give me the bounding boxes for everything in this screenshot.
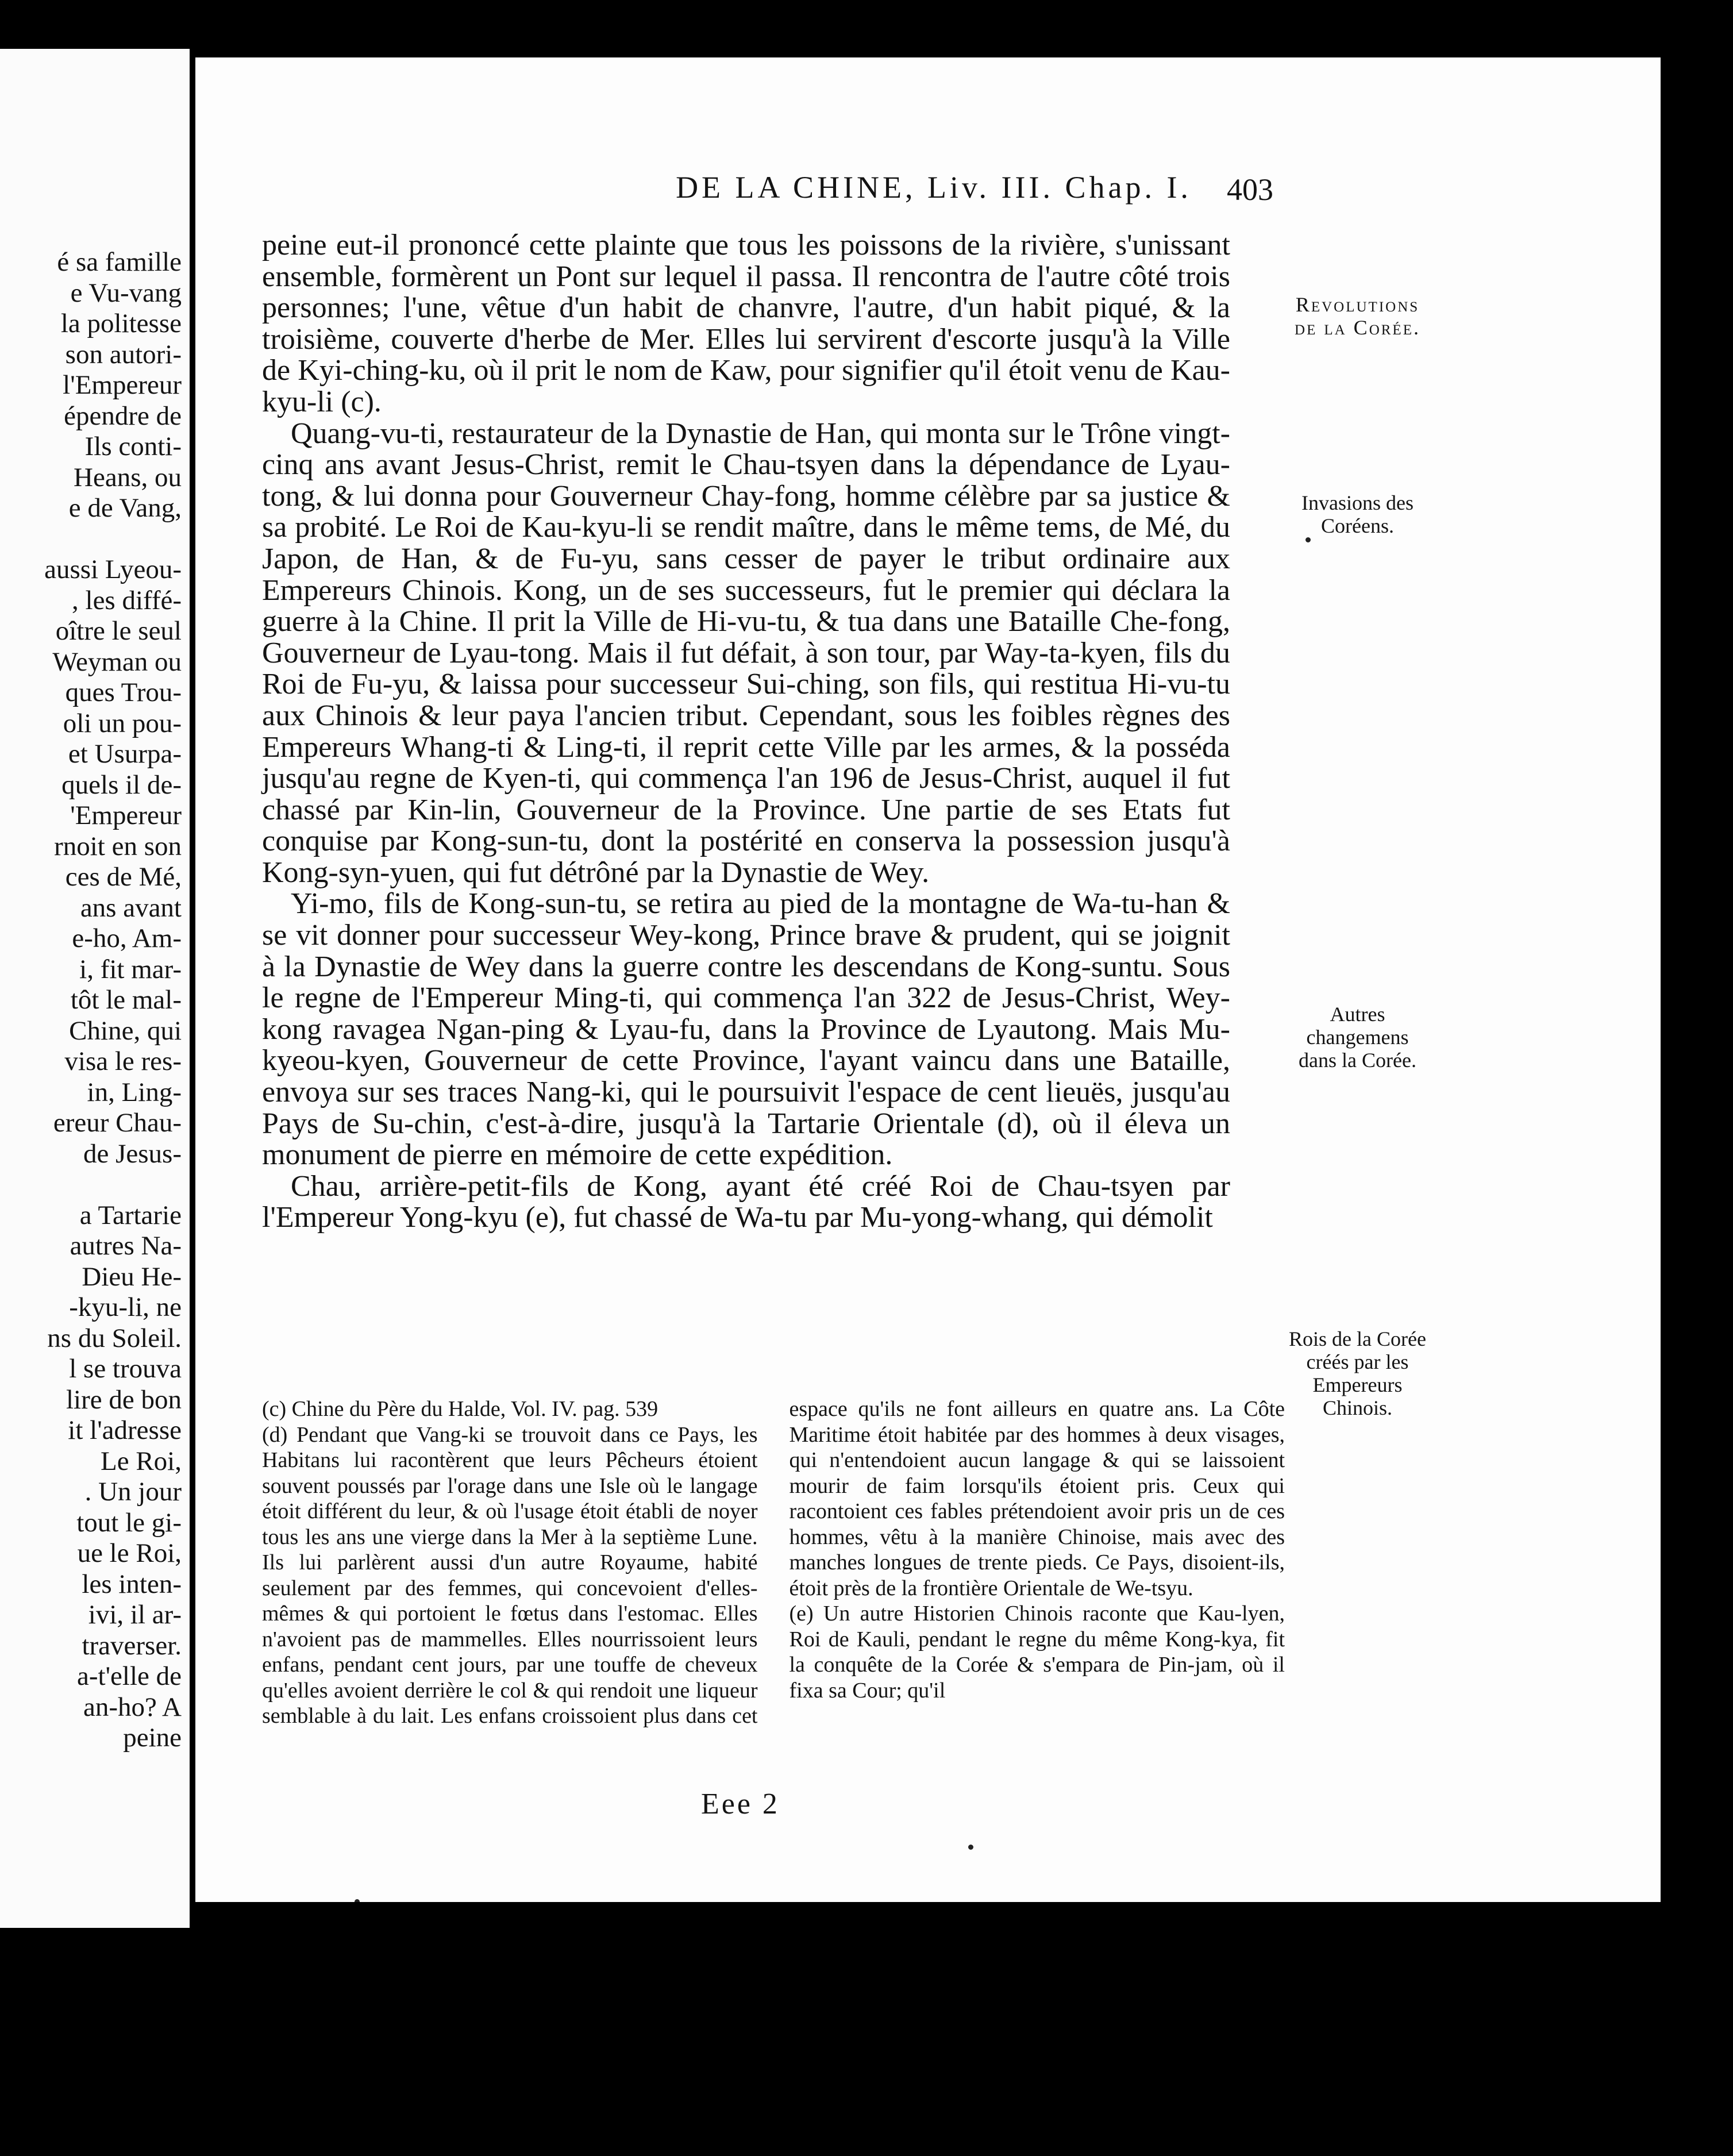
facing-page-line: Heans, ou: [74, 462, 182, 492]
facing-page-line: . Un jour: [84, 1477, 182, 1507]
facing-page-line: l'Empereur: [63, 370, 182, 400]
facing-page-line: autres Na-: [70, 1231, 182, 1261]
margin-note-invasions: Invasions des Coréens.: [1301, 491, 1414, 537]
margin-note-changes: Autres changemens dans la Corée.: [1299, 1003, 1416, 1072]
facing-page-line: visa le res-: [64, 1046, 182, 1076]
facing-page-line: e Vu-vang: [70, 278, 182, 308]
facing-page-lines: [44, 247, 182, 1754]
facing-page-line: Weyman ou: [52, 646, 182, 677]
facing-page-line: ns du Soleil.: [47, 1323, 182, 1353]
facing-page-line: et Usurpa-: [68, 739, 182, 769]
facing-page-line: an-ho? A: [83, 1692, 182, 1722]
facing-page-line: [44, 1169, 182, 1200]
facing-page-line: de Jesus-: [83, 1138, 182, 1169]
facing-page-line: peine: [123, 1723, 182, 1753]
book-page: [195, 57, 1661, 1902]
facing-page-line: la politesse: [60, 309, 182, 338]
page-header: [195, 170, 1661, 215]
facing-page-line: ue le Roi,: [77, 1538, 182, 1568]
ink-speck: [1305, 537, 1311, 542]
running-title: DE LA CHINE, Liv. III. Chap. I.: [676, 170, 1192, 205]
facing-page-line: [44, 524, 182, 555]
ink-speck: [968, 1845, 973, 1850]
facing-page-line: ereur Chau-: [53, 1108, 182, 1138]
ink-speck: [355, 1899, 360, 1902]
facing-page-line: a Tartarie: [79, 1200, 182, 1230]
facing-page-line: rnoit en son: [54, 831, 182, 861]
facing-page-line: Dieu He-: [82, 1261, 182, 1292]
facing-page-line: Le Roi,: [101, 1446, 182, 1476]
paragraph-3: Yi-mo, fils de Kong-sun-tu, se retira au pied de la montagne de Wa-tu-han & se vit donner pour successeur Wey-kong, Prince brave & prudent, qui se joignit à la Dynastie de Wey dans la guerre contre les descendans de Kong-suntu. Sous le regne de l'Empereur Ming-ti, qui commença l'an 322 de Jesus-Christ, Wey-kong ravagea Ngan-ping & Lyau-fu, dans la Province de Lyautong. Mais Mu-kyeou-kyen, Gouverneur de cette Province, l'ayant vaincu dans une Bataille, envoya sur ses traces Nang-ki, qui le poursuivit l'espace de cent lieuës, jusqu'au Pays de Su-chin, c'est-à-dire, jusqu'à la Tartarie Orientale (d), où il éleva un monument de pierre en mémoire de cette expédition.: [262, 887, 1230, 1172]
facing-page-line: ques Trou-: [65, 677, 182, 707]
facing-page-line: tôt le mal-: [70, 985, 182, 1015]
facing-page-line: a-t'elle de: [77, 1661, 182, 1691]
facing-page-line: quels il de-: [61, 769, 182, 800]
paragraph-1: peine eut-il prononcé cette plainte que tous les poissons de la rivière, s'unissant ensemble, formèrent un Pont sur lequel il passa. Il rencontra de l'autre côté trois personnes; l'une, vêtue d'un habit de chanvre, l'autre, d'un habit piqué, & la troisième, couverte d'herbe de Mer. Elles lui servirent d'escorte jusqu'à la Ville de Kyi-ching-ku, où il prit le nom de Kaw, pour signifier qu'il étoit venu de Kau-kyu-li (c).: [262, 229, 1230, 418]
footnote-c: (c) Chine du Père du Halde, Vol. IV. pag. 539: [262, 1397, 658, 1421]
facing-page-line: aussi Lyeou-: [44, 555, 182, 584]
footnote-e: (e) Un autre Historien Chinois raconte que Kau-lyen, Roi de Kauli, pendant le regne du même Kong-kya, fit la conquête de la Corée & s'empara de Pin-jam, où il fixa sa Cour; qu'il: [789, 1601, 1285, 1703]
facing-page-line: tout le gi-: [76, 1507, 182, 1538]
facing-page-line: Chine, qui: [69, 1015, 182, 1046]
facing-page-line: oître le seul: [55, 616, 182, 646]
facing-page-fragment: [0, 49, 190, 1928]
facing-page-line: lire de bon: [66, 1384, 182, 1415]
main-text: [262, 230, 1230, 1234]
page-number: 403: [1227, 172, 1273, 207]
facing-page-line: e-ho, Am-: [72, 923, 182, 953]
facing-page-line: ivi, il ar-: [88, 1600, 182, 1630]
footnotes: [262, 1396, 1285, 1729]
facing-page-line: ces de Mé,: [65, 862, 182, 892]
facing-page-line: Ils conti-: [84, 432, 182, 461]
footnote-d: (d) Pendant que Vang-ki se trouvoit dans ce Pays, les Habitans lui racontèrent que leurs Pêcheurs étoient souvent poussés par l'orage dans une Isle où le langage étoit différent du leur, & où l'usage étoit établi de noyer tous les ans une vierge dans la Mer à la septième Lune. Ils lui parlèrent aussi d'un autre Royaume, habité seulement par des femmes, qui concevoient d'elles-mêmes & qui portoient le fœtus dans l'estomac. Elles n'avoient pas de mammelles. Elles nourrissoient leurs enfans, pendant cent jours, par une touffe de cheveux qu'elles avoient derrière le col & qui rendoit une liqueur semblable à du lait. Les enfans croissoient plus dans cet espace qu'ils ne font ailleurs en quatre ans. La Côte Maritime étoit habitée par des hommes à deux visages, qui n'entendoient aucun langage & qui se laissoient mourir de faim lorsqu'ils étoient pris. Ceux qui racontoient ces fables prétendoient avoir pris un de ces hommes, vêtu à la manière Chinoise, mais avec des manches longues de trente pieds. Ce Pays, disoient-ils, étoit près de la frontière Orientale de We-tsyu.: [262, 1397, 1285, 1728]
margin-note-revolutions: Revolutions de la Corée.: [1295, 293, 1420, 339]
facing-page-line: ans avant: [80, 892, 182, 923]
facing-page-line: 'Empereur: [70, 800, 182, 830]
facing-page-line: in, Ling-: [87, 1077, 182, 1107]
facing-page-line: i, fit mar-: [79, 954, 182, 984]
facing-page-line: l se trouva: [69, 1354, 182, 1384]
paragraph-4: Chau, arrière-petit-fils de Kong, ayant été créé Roi de Chau-tsyen par l'Empereur Yong-kyu (e), fut chassé de Wa-tu par Mu-yong-whang, qui démolit: [262, 1169, 1230, 1234]
facing-page-line: les inten-: [82, 1569, 182, 1599]
facing-page-line: e de Vang,: [68, 493, 182, 523]
paragraph-2: Quang-vu-ti, restaurateur de la Dynastie de Han, qui monta sur le Trône vingt-cinq ans avant Jesus-Christ, remit le Chau-tsyen dans la dépendance de Lyau-tong, & lui donna pour Gouverneur Chay-fong, homme célèbre par sa justice & sa probité. Le Roi de Kau-kyu-li se rendit maître, dans le même tems, de Mé, du Japon, de Han, & de Fu-yu, sans cesser de payer le tribut ordinaire aux Empereurs Chinois. Kong, un de ses successeurs, fut le premier qui déclara la guerre à la Chine. Il prit la Ville de Hi-vu-tu, & tua dans une Bataille Che-fong, Gouverneur de Lyau-tong. Mais il fut défait, à son tour, par Way-ta-kyen, fils du Roi de Fu-yu, & laissa pour successeur Sui-ching, son fils, qui restitua Hi-vu-tu aux Chinois & leur paya l'ancien tribut. Cependant, sous les foibles règnes des Empereurs Whang-ti & Ling-ti, il reprit cette Ville par les armes, & la posséda jusqu'au regne de Kyen-ti, qui commença l'an 196 de Jesus-Christ, auquel il fut chassé par Kin-lin, Gouverneur de la Province. Une partie de ses Etats fut conquise par Kong-sun-tu, dont la postérité en conserva la possession jusqu'à Kong-syn-yuen, qui fut détrôné par la Dynastie de Wey.: [262, 417, 1230, 889]
facing-page-line: épendre de: [64, 401, 182, 431]
signature-mark: Eee 2: [701, 1788, 780, 1820]
facing-page-line: it l'adresse: [68, 1415, 182, 1445]
facing-page-line: -kyu-li, ne: [69, 1292, 182, 1322]
facing-page-line: son autori-: [65, 339, 182, 369]
facing-page-line: oli un pou-: [63, 708, 182, 738]
facing-page-line: é sa famille: [57, 247, 182, 277]
facing-page-line: traverser.: [82, 1630, 182, 1661]
facing-page-line: , les diffé-: [72, 585, 182, 615]
margin-note-kings: Rois de la Corée créés par les Empereurs Chinois.: [1289, 1327, 1426, 1419]
